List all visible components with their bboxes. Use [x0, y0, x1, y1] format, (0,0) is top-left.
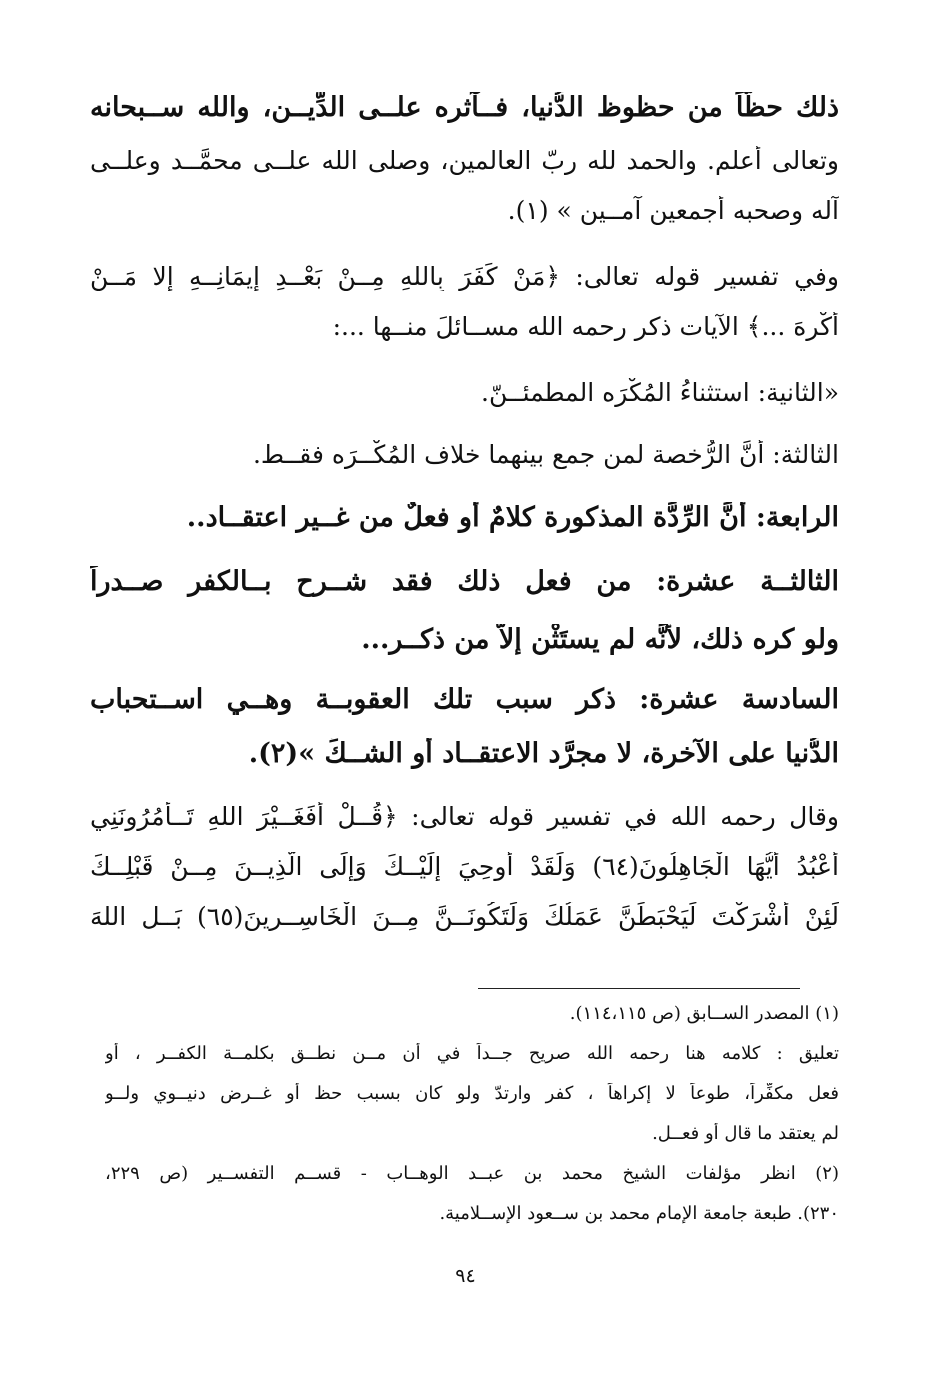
text-line: الدُّنيا على الآخرة، لا مجرَّد الاعتقــاد أو الشــكِّ »(٢). [248, 738, 839, 769]
text-line: أُكْرِهَ ...﴾ الآيات ذكر رحمه الله مســائلَ منــها ...: [332, 312, 839, 341]
footnote-line: فعل مكفِّراً، طوعاً لا إكراهاً ، كفر وارتدّ ولو كان بسبب حظ أو غــرض دنيــوي ولــو [105, 1083, 839, 1104]
text-line: الرابعة: أنَّ الرِّدَّة المذكورة كلامٌ أو فعلٌ من غــير اعتقــاد.. [186, 502, 839, 533]
text-line: وتعالى أعلم. والحمد لله ربّ العالمين، وصلى الله علــى محمَّــد وعلــى [90, 146, 839, 175]
text-line: ولو كره ذلك، لأنَّه لم يستَثْنِ إلاَّ من ذكــر... [361, 624, 839, 655]
footnote-line: ٢٣٠). طبعة جامعة الإمام محمد بن ســعود الإســلامية. [439, 1203, 839, 1224]
text-line: آله وصحبه أجمعين آمــين » (١). [507, 196, 839, 225]
page-number: ٩٤ [455, 1265, 476, 1287]
text-line: «الثانية: استثناءُ المُكْرَه المطمئــنّ. [481, 378, 839, 407]
footnote-line: تعليق : كلامه هنا رحمه الله صريح جــداً في أن مــن نطــق بكلمــة الكفــر ، أو [105, 1043, 839, 1064]
text-line: وقال رحمه الله في تفسير قوله تعالى: ﴿قُــلْ أَفَغَــيْرَ اللهِ تَــأْمُرُونَنِي [90, 802, 839, 831]
text-line: أَعْبُدُ أَيُّهَا الْجَاهِلُونَ(٦٤) وَلَقَدْ أُوحِيَ إِلَيْــكَ وَإِلَى الَّذِيــنَ مِــنْ قَبْلِــكَ [90, 852, 839, 881]
text-line: الثالثــة عشرة: من فعل ذلك فقد شــرح بــالكفر صــدراً [90, 566, 839, 597]
text-line: لَئِنْ أَشْرَكْتَ لَيَحْبَطَنَّ عَمَلُكَ وَلَتَكُونَــنَّ مِــنَ الْخَاسِــرِينَ(٦٥) بَــلِ اللهَ [90, 902, 839, 931]
text-line: ذلك حظّاً من حظوظ الدُّنيا، فــآثره علــى الدِّيــن، والله ســبحانه [90, 92, 839, 123]
footnote-line: (١) المصدر الســابق (ص ١١٤،١١٥). [569, 1003, 839, 1024]
text-line: الثالثة: أنَّ الرُّخصة لمن جمع بينهما خلاف المُكْــرَه فقــط. [252, 440, 839, 469]
text-line: وفي تفسير قوله تعالى: ﴿مَنْ كَفَرَ بِاللهِ مِــنْ بَعْــدِ إِيمَانِــهِ إِلا مَــنْ [90, 262, 839, 291]
footnote-separator [478, 988, 800, 989]
footnote-line: لم يعتقد ما قال أو فعــل. [652, 1123, 839, 1144]
text-line: السادسة عشرة: ذكر سبب تلك العقوبــة وهــي اســتحباب [90, 684, 839, 715]
footnote-line: (٢) انظر مؤلفات الشيخ محمد بن عبــد الوهــاب - قســم التفســير (ص ٢٢٩، [105, 1163, 839, 1184]
